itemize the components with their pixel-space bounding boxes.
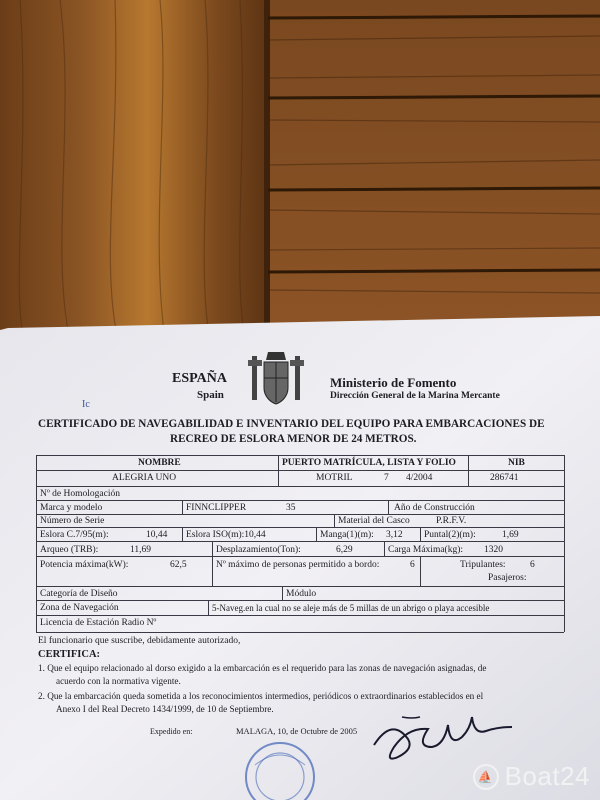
certificate-title-line2: RECREO DE ESLORA MENOR DE 24 METROS. [170,433,417,445]
corner-mark: Ic [82,399,90,410]
serie-label: Número de Serie [40,516,105,526]
boat24-watermark [473,761,590,792]
eslora-c-value: 10,44 [146,530,168,540]
item2-line2: Anexo I del Real Decreto 1434/1999, de 10 de Septiembre. [56,704,274,714]
potencia-value: 62,5 [170,560,187,570]
ano-label: Año de Construcción [394,503,475,513]
personas-value: 6 [410,560,415,570]
modelo-value: 35 [286,503,296,513]
potencia-label: Potencia máxima(kW): [40,560,129,570]
intro-text: El funcionario que suscribe, debidamente autorizado, [38,636,241,646]
puntal-value: 1,69 [502,530,519,540]
pasajeros-label: Pasajeros: [488,573,527,583]
official-stamp [235,735,325,800]
country-name-en: Spain [197,389,224,401]
folio-value: 4/2004 [406,473,433,483]
zona-label: Zona de Navegación [40,603,119,613]
place-date: MALAGA, 10, de Octubre de 2005 [236,726,358,736]
personas-label: Nº máximo de personas permitido a bordo: [216,560,380,570]
manga-value: 3,12 [386,530,403,540]
directorate-name: Dirección General de la Marina Mercante [330,391,500,401]
manga-label: Manga(1)(m): [320,530,374,540]
signature [362,705,522,767]
col-nib-header: NIB [508,458,525,468]
carga-label: Carga Máxima(kg): [388,545,464,555]
eslora-iso: Eslora ISO(m):10,44 [186,530,266,540]
marca-value: FINNCLIPPER [186,503,247,513]
port-value: MOTRIL [316,473,353,483]
arqueo-value: 11,69 [130,545,152,555]
eslora-c-label: Eslora C.7/95(m): [40,530,109,540]
puntal-label: Puntal(2)(m): [424,530,476,540]
arqueo-label: Arqueo (TRB): [40,545,99,555]
certificate-title-line1: CERTIFICADO DE NAVEGABILIDAD E INVENTARIO DEL EQUIPO PARA EMBARCACIONES DE [38,418,545,430]
nib-value: 286741 [490,473,519,483]
item1-line1: 1. Que el equipo relacionado al dorso exigido a la embarcación es el requerido para las zonas de navegación asignadas, de [38,663,487,673]
certifica-heading: CERTIFICA: [38,649,101,660]
licencia-label: Licencia de Estación Radio Nº [40,618,157,628]
material-value: P.R.F.V. [436,516,467,526]
material-label: Material del Casco [338,516,410,526]
carga-value: 1320 [484,545,503,555]
tripulantes-value: 6 [530,560,535,570]
zona-value: 5-Naveg.en la cual no se aleje más de 5 millas de un abrigo o playa accesible [212,603,490,613]
modulo-label: Módulo [286,589,317,599]
expedido-label: Expedido en: [150,727,193,736]
col-nombre-header: NOMBRE [138,458,181,468]
categoria-label: Categoría de Diseño [40,589,118,599]
lista-value: 7 [384,473,389,483]
ministry-name: Ministerio de Fomento [330,375,457,390]
marca-label: Marca y modelo [40,503,103,513]
homologacion-label: Nº de Homologación [40,489,120,499]
boat24-logo-icon: ⛵ [473,764,499,790]
col-puerto-header: PUERTO MATRÍCULA, LISTA Y FOLIO [282,458,456,468]
tripulantes-label: Tripulantes: [460,560,506,570]
desplaz-label: Desplazamiento(Ton): [216,545,301,555]
country-name: ESPAÑA [172,371,227,386]
vessel-name: ALEGRIA UNO [112,473,177,483]
watermark-text: Boat24 [504,761,590,791]
item2-line1: 2. Que la embarcación queda sometida a los reconocimientos intermedios, periódicos o extraordinarios establecidos en el [38,691,484,701]
item1-line2: acuerdo con la normativa vigente. [56,676,181,686]
desplaz-value: 6,29 [336,545,353,555]
